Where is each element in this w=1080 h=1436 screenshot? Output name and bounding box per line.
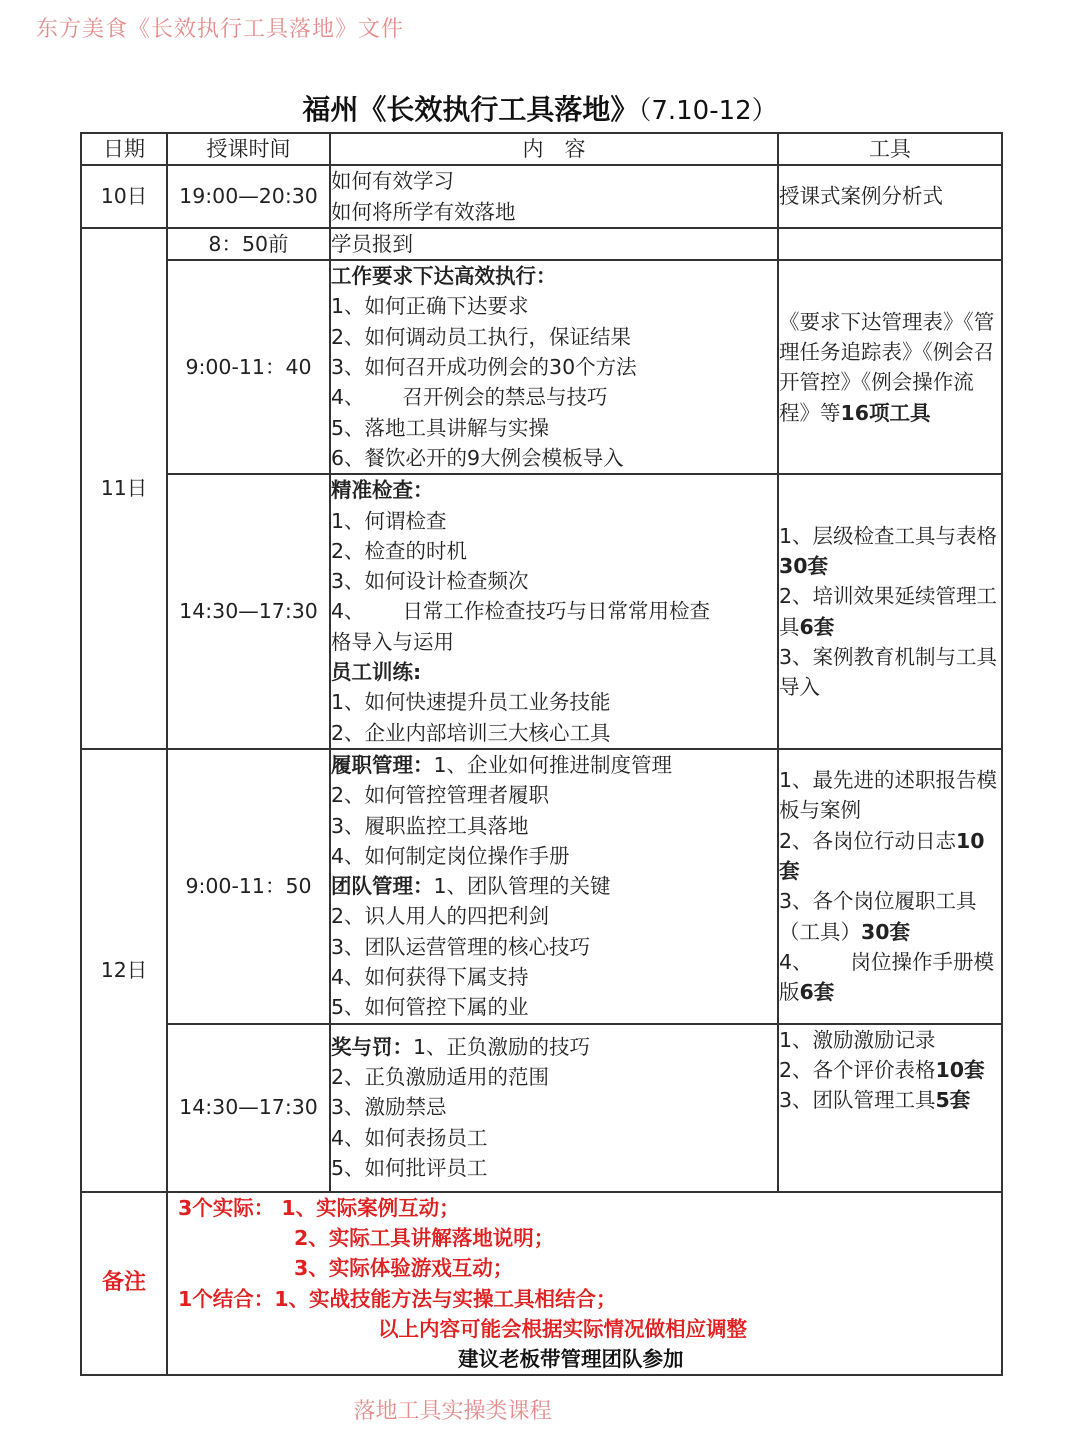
notes-cell [167, 1192, 1002, 1376]
tool-text-bold: 6套 [799, 980, 835, 1005]
tool-item [779, 1055, 1001, 1085]
content-line: 2、企业内部培训三大核心工具 [331, 720, 611, 745]
tool-text [779, 307, 1001, 428]
content-line: 6、餐饮必开的9大例会模板导入 [331, 445, 624, 470]
title-dates: （7.10-12） [638, 96, 778, 126]
note-line: 以上内容可能会根据实际情况做相应调整 [378, 1316, 747, 1341]
tool-cell [778, 749, 1002, 1024]
tool-text-regular: 3、各个岗位履职工具（工具） [779, 889, 977, 944]
content-line: 2、如何管控管理者履职 [331, 783, 550, 808]
content-cell [330, 1024, 778, 1192]
tool-text-bold: 30套 [861, 919, 911, 944]
content-cell [330, 260, 778, 474]
section-heading: 员工训练: [331, 660, 422, 685]
tool-text-bold: 30套 [779, 554, 829, 578]
tool-text-bold: 5套 [935, 1088, 971, 1113]
tool-cell: 授课式案例分析式 [778, 165, 1002, 228]
page-title [0, 88, 1080, 128]
content-line: 5、落地工具讲解与实操 [331, 415, 550, 440]
content-line: 5、如何管控下属的业 [331, 995, 529, 1020]
content-line: 2、正负激励适用的范围 [331, 1065, 550, 1090]
tool-cell [778, 1024, 1002, 1192]
title-main: 福州《长效执行工具落地》 [302, 93, 639, 126]
note-line: 1个结合：1、实战技能方法与实操工具相结合； [178, 1286, 617, 1311]
item-text: 1、企业如何推进制度管理 [433, 752, 673, 777]
content-line: 3、团队运营管理的核心技巧 [331, 934, 591, 959]
item-text: 日常工作检查技巧与日常常用检查 [402, 599, 711, 624]
tool-text-regular: 2、培训效果延续管理工具 [779, 584, 998, 639]
table-row-day12-afternoon [81, 1024, 1002, 1192]
tool-item [779, 765, 1001, 826]
date-cell: 10日 [81, 165, 167, 228]
section-heading: 工作要求下达高效执行： [331, 264, 557, 289]
content-line: 3、履职监控工具落地 [331, 813, 529, 838]
schedule-table [80, 132, 1003, 1376]
tool-cell [778, 228, 1002, 260]
item-prefix: 4、 [331, 599, 365, 624]
tool-text-bold: 6套 [799, 614, 835, 639]
content-line: 2、识人用人的四把利剑 [331, 904, 550, 929]
tool-item [779, 886, 1001, 947]
tool-text-bold: 10套 [935, 1057, 985, 1082]
tool-text-regular: 《要求下达管理表》《管理任务追踪表》《例会召开管控》《例会操作流程》等 [779, 309, 995, 425]
table-row-day11-checkin [81, 228, 1002, 260]
content-line: 如何将所学有效落地 [331, 199, 516, 224]
item-text: 召开例会的禁忌与技巧 [402, 385, 608, 410]
time-cell: 9:00-11：50 [167, 749, 330, 1024]
table-row-day12-morning [81, 749, 1002, 1024]
tool-item [779, 521, 1001, 582]
tool-text-regular: 1、层级检查工具与表格 [779, 523, 998, 548]
content-cell [330, 165, 778, 228]
item-text: 1、团队管理的关键 [433, 874, 611, 899]
time-cell: 14:30—17:30 [167, 1024, 330, 1192]
note-line: 建议老板带管理团队参加 [458, 1347, 684, 1372]
tool-item [779, 826, 1001, 887]
content-cell [330, 749, 778, 1024]
header-date: 日期 [81, 133, 167, 165]
header-tool: 工具 [778, 133, 1002, 165]
tool-text-regular: 3、团队管理工具 [779, 1088, 936, 1113]
table-row-notes [81, 1192, 1002, 1376]
tool-item [779, 581, 1001, 642]
table-row-day11-morning [81, 260, 1002, 474]
content-line: 2、如何调动员工执行，保证结果 [331, 324, 632, 349]
section-heading: 精准检查： [331, 478, 434, 503]
header-content: 内 容 [330, 133, 778, 165]
tool-item [779, 1085, 1001, 1115]
tool-item [779, 947, 1001, 1008]
tool-text-bold: 10套 [779, 828, 985, 883]
content-cell: 学员报到 [330, 228, 778, 260]
date-cell: 11日 [81, 228, 167, 749]
time-cell: 9:00-11：40 [167, 260, 330, 474]
tool-text-regular: 1、最先进的述职报告模板与案例 [779, 768, 998, 823]
tool-text-regular: 2、各岗位行动日志 [779, 828, 957, 853]
content-line: 4、如何表扬员工 [331, 1125, 488, 1150]
table-row-day10 [81, 165, 1002, 228]
content-cell [330, 474, 778, 749]
content-line: 4、如何获得下属支持 [331, 965, 529, 990]
time-cell: 14:30—17:30 [167, 474, 330, 749]
content-line: 3、如何召开成功例会的30个方法 [331, 355, 637, 380]
tool-text-regular: 3、案例教育机制与工具导入 [779, 644, 998, 700]
item-text: 1、正负激励的技巧 [413, 1034, 591, 1059]
tool-text-regular: 岗位操作手册模版 [779, 949, 995, 1005]
item-prefix: 4、 [779, 949, 813, 974]
content-line: 格导入与运用 [331, 629, 454, 654]
content-line [331, 750, 777, 780]
table-row-day11-afternoon [81, 474, 1002, 749]
tool-text-bold: 16项工具 [840, 400, 931, 425]
note-line: 3个实际： 1、实际案例互动； [178, 1195, 460, 1220]
date-cell: 12日 [81, 749, 167, 1192]
content-line [331, 1032, 777, 1062]
time-cell: 19:00—20:30 [167, 165, 330, 228]
time-cell: 8：50前 [167, 228, 330, 260]
note-line: 2、实际工具讲解落地说明； [294, 1225, 555, 1250]
section-heading: 履职管理： [331, 752, 434, 777]
header-row [81, 133, 1002, 165]
content-line: 5、如何批评员工 [331, 1156, 488, 1181]
section-heading: 奖与罚： [331, 1034, 413, 1059]
content-line: 2、检查的时机 [331, 538, 468, 563]
content-line [331, 871, 777, 901]
content-line: 1、如何快速提升员工业务技能 [331, 690, 611, 715]
content-line [331, 596, 777, 626]
tool-text-regular: 2、各个评价表格 [779, 1057, 936, 1082]
content-line: 3、激励禁忌 [331, 1095, 447, 1120]
content-line: 3、如何设计检查频次 [331, 569, 529, 594]
header-time: 授课时间 [167, 133, 330, 165]
item-prefix: 4、 [331, 385, 365, 410]
notes-label: 备注 [81, 1192, 167, 1376]
content-line: 如何有效学习 [331, 169, 454, 194]
content-line: 4、如何制定岗位操作手册 [331, 843, 570, 868]
watermark-top: 东方美食《长效执行工具落地》文件 [36, 17, 405, 42]
section-heading: 团队管理： [331, 874, 434, 899]
content-line [331, 382, 777, 412]
tool-cell [778, 260, 1002, 474]
note-line: 3、实际体验游戏互动； [294, 1256, 514, 1281]
tool-cell [778, 474, 1002, 749]
content-line: 1、何谓检查 [331, 508, 447, 533]
tool-text-regular: 1、激励激励记录 [779, 1027, 936, 1052]
tool-item [779, 642, 1001, 703]
watermark-bottom: 落地工具实操类课程 [353, 1399, 552, 1424]
tool-item [779, 1025, 1001, 1055]
content-line: 1、如何正确下达要求 [331, 294, 529, 319]
